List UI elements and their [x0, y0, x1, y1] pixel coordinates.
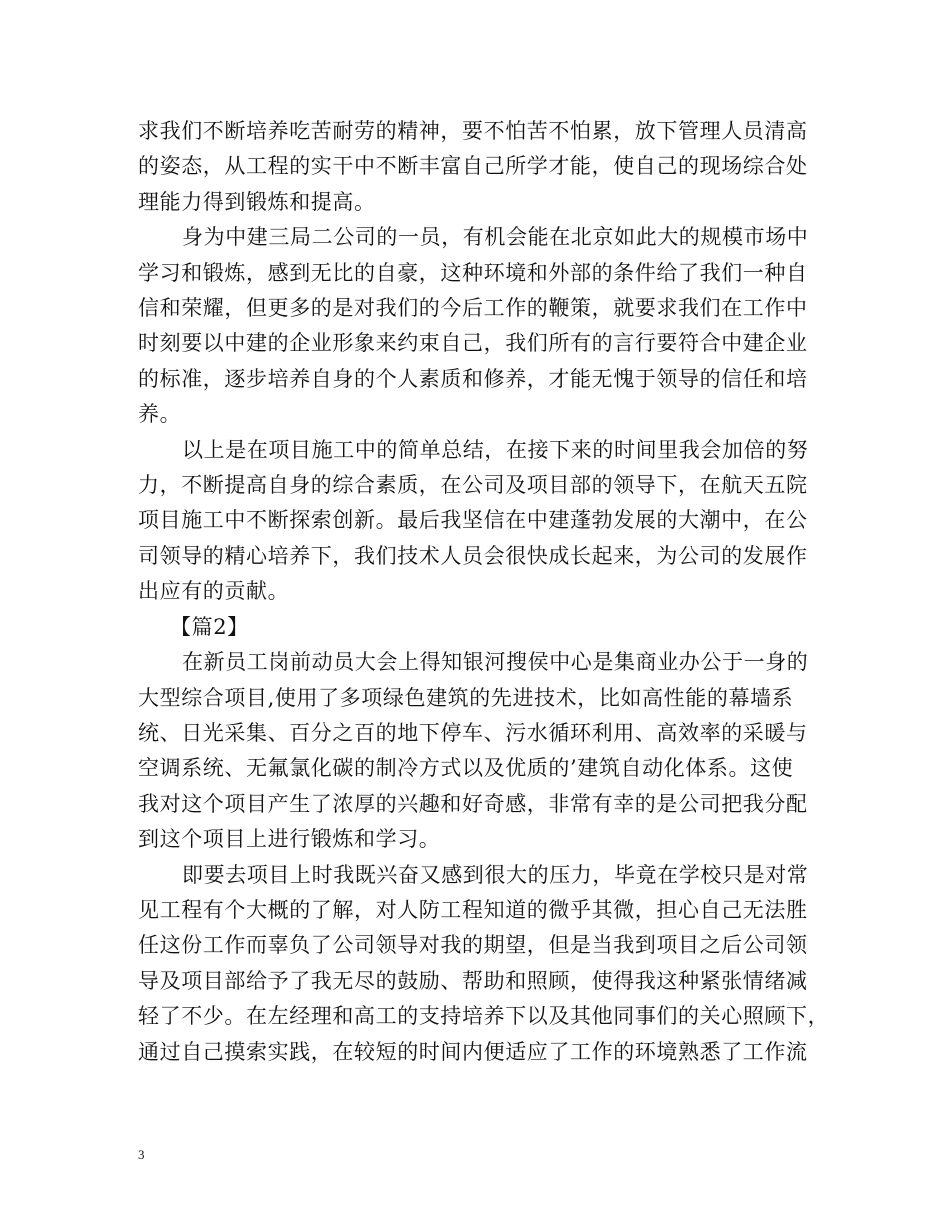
paragraph [138, 114, 814, 220]
text-line: 空调系统、无氟氯化碳的制冷方式以及优质的’建筑自动化体系。这使 [138, 756, 794, 781]
text-line: 统、日光采集、百分之百的地下停车、污水循环利用、高效率的采暖与 [138, 720, 808, 745]
text-line: 以上是在项目施工中的简单总结，在接下来的时间里我会加倍的努 [182, 437, 809, 462]
text-line: 任这份工作而辜负了公司领导对我的期望，但是当我到项目之后公司领 [138, 933, 808, 958]
text-line: 我对这个项目产生了浓厚的兴趣和好奇感，非常有幸的是公司把我分配 [138, 791, 808, 816]
document-body [138, 114, 830, 1070]
text-line: 司领导的精心培养下，我们技术人员会很快成长起来，为公司的发展作 [138, 543, 808, 568]
text-line: 到这个项目上进行锻炼和学习。 [138, 827, 441, 852]
paragraph [138, 858, 830, 1070]
text-line: 理能力得到锻炼和提高。 [138, 189, 376, 214]
text-line: 求我们不断培养吃苦耐劳的精神，要不怕苦不怕累，放下管理人员清高 [138, 119, 808, 143]
text-line: 身为中建三局二公司的一员，有机会能在北京如此大的规模市场中 [182, 225, 809, 250]
text-line: 见工程有个大概的了解，对人防工程知道的微乎其微，担心自己无法胜 [138, 897, 808, 922]
text-line: 通过自己摸索实践，在较短的时间内便适应了工作的环境熟悉了工作流 [138, 1039, 808, 1064]
paragraph [138, 220, 814, 432]
text-line: 即要去项目上时我既兴奋又感到很大的压力，毕竟在学校只是对常 [182, 862, 809, 887]
text-line: 出应有的贡献。 [138, 579, 290, 604]
text-line: 时刻要以中建的企业形象来约束自己，我们所有的言行要符合中建企业 [138, 331, 808, 356]
text-line: 项目施工中不断探索创新。最后我坚信在中建蓬勃发展的大潮中，在公 [138, 508, 808, 533]
text-line: 养。 [138, 402, 182, 427]
paragraph [138, 645, 814, 857]
text-line: 信和荣耀，但更多的是对我们的今后工作的鞭策，就要求我们在工作中 [138, 296, 808, 321]
paragraph [138, 433, 814, 610]
page-number: 3 [138, 1147, 145, 1162]
text-line: 在新员工岗前动员大会上得知银河搜侯中心是集商业办公于一身的 [182, 650, 809, 675]
text-line: 的姿态，从工程的实干中不断丰富自己所学才能，使自己的现场综合处 [138, 154, 808, 179]
text-line: 学习和锻炼，感到无比的自豪，这种环境和外部的条件给了我们一种自 [138, 260, 808, 285]
text-line: 导及项目部给予了我无尽的鼓励、帮助和照顾，使得我这种紧张情绪减 [138, 968, 808, 993]
text-line: 的标准，逐步培养自身的个人素质和修养，才能无愧于领导的信任和培 [138, 366, 808, 391]
text-line: 【篇2】 [170, 614, 249, 639]
text-line: 轻了不少。在左经理和高工的支持培养下以及其他同事们的关心照顾下， [138, 1004, 830, 1029]
section-heading [138, 610, 814, 645]
text-line: 力，不断提高自身的综合素质，在公司及项目部的领导下，在航天五院 [138, 473, 808, 498]
text-line: 大型综合项目,使用了多项绿色建筑的先进技术，比如高性能的幕墙系 [138, 685, 794, 710]
